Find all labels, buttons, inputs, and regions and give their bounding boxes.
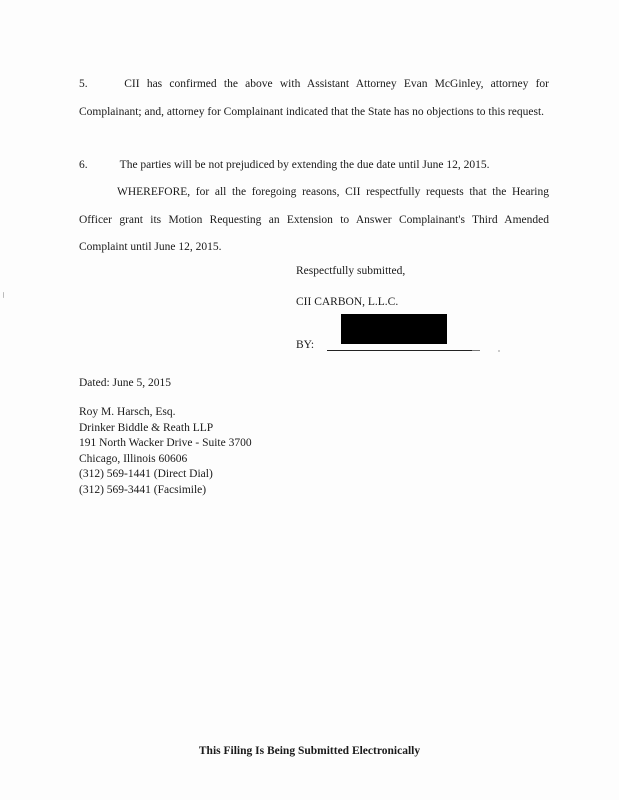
paragraph-6-text: The parties will be not prejudiced by extending the due date until June 12, 2015.	[119, 159, 490, 171]
scan-speck	[498, 350, 500, 352]
paragraph-5-number: 5.	[79, 78, 88, 90]
paragraph-5-text: CII has confirmed the above with Assistant Attorney Evan McGinley, attorney for Complainant; and, attorney for Complainant indicated that the State has no objections to this request.	[79, 78, 550, 118]
paragraph-6-number: 6.	[79, 159, 88, 171]
dated-line: Dated: June 5, 2015	[79, 377, 171, 389]
wherefore-paragraph: WHEREFORE, for all the foregoing reasons, CII respectfully requests that the Hearing Officer grant its Motion Requesting an Extension to Answer Complainant's Third Amended Complaint until June 12, 2015.	[79, 186, 549, 253]
city-state-zip: Chicago, Illinois 60606	[79, 452, 188, 465]
signature-redaction	[341, 314, 447, 344]
signature-company: CII CARBON, L.L.C.	[296, 296, 399, 308]
attorney-block	[79, 405, 252, 498]
direct-dial: (312) 569-1441 (Direct Dial)	[79, 468, 213, 480]
signature-closing: Respectfully submitted,	[296, 265, 406, 277]
street-address: 191 North Wacker Drive - Suite 3700	[79, 437, 252, 449]
facsimile: (312) 569-3441 (Facsimile)	[79, 483, 207, 496]
attorney-name: Roy M. Harsch, Esq.	[79, 406, 176, 418]
paragraph-5	[79, 71, 549, 126]
electronic-filing-footer: This Filing Is Being Submitted Electronically	[198, 745, 421, 757]
signature-line-tail	[472, 350, 480, 351]
scan-speck	[3, 292, 4, 298]
paragraph-6	[79, 152, 549, 180]
law-firm: Drinker Biddle & Reath LLP	[79, 421, 214, 434]
signature-by-label: BY:	[296, 339, 315, 351]
signature-line	[327, 350, 472, 351]
